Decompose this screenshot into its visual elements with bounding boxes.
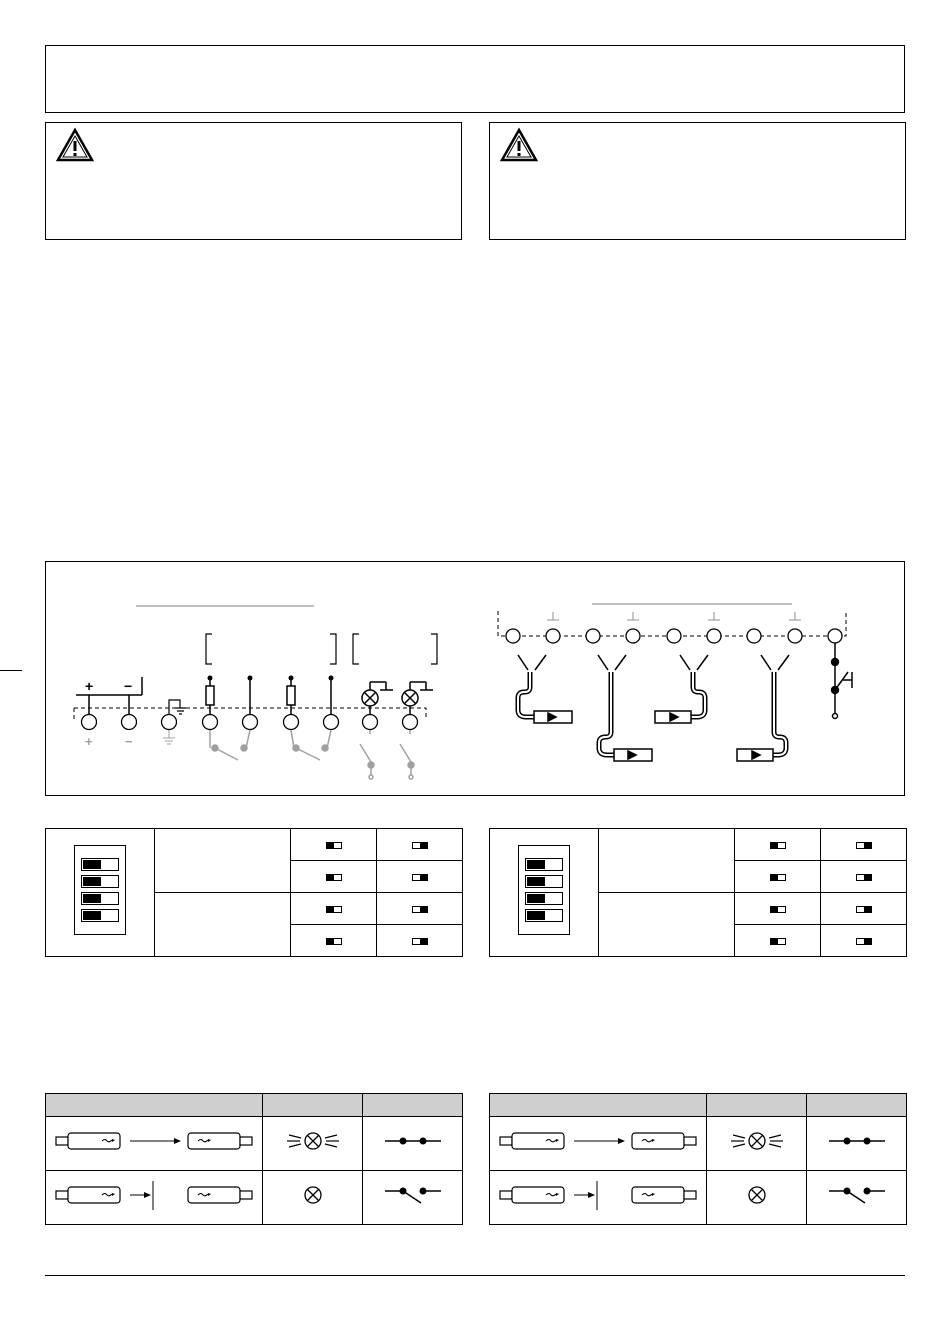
dip-setting-cell (377, 893, 463, 925)
dip-setting-cell (291, 893, 377, 925)
dip-switch-2[interactable] (81, 875, 119, 888)
dip-function-cell-2 (155, 893, 291, 957)
dip-setting-cell (735, 925, 821, 957)
dip-switch-3[interactable] (81, 892, 119, 905)
function-header-3 (363, 1094, 463, 1117)
dip-position-icon (770, 842, 786, 849)
switch-icon (360, 730, 374, 779)
dip-switch-2[interactable] (525, 875, 563, 888)
dip-setting-cell (821, 893, 907, 925)
warning-box-right (489, 122, 906, 240)
dip-position-icon (770, 938, 786, 945)
dip-position-icon (412, 938, 428, 945)
function-table-left (45, 1093, 463, 1225)
warning-triangle-icon (500, 128, 538, 162)
dip-position-icon (326, 906, 342, 913)
dip-setting-cell (821, 861, 907, 893)
dip-position-icon (412, 874, 428, 881)
dip-switch-4[interactable] (525, 909, 563, 922)
dip-setting-cell (291, 861, 377, 893)
lamp-icon (402, 682, 433, 714)
dip-switch-block (490, 829, 599, 957)
function-header-1 (46, 1094, 263, 1117)
contact-closed-icon (827, 1133, 887, 1149)
dip-setting-cell (821, 829, 907, 861)
lamp-off-cell (263, 1171, 363, 1225)
sensor-cable-icon (655, 655, 708, 723)
lamp-on-icon (727, 1129, 787, 1153)
sensor-cable-icon (737, 655, 789, 761)
supply-minus-label: − (124, 678, 133, 694)
lamp-off-icon (745, 1183, 769, 1207)
supply-plus-lower-label: + (85, 734, 93, 749)
dip-position-icon (856, 874, 872, 881)
beam-interrupted-icon (54, 1179, 254, 1211)
terminal-row-left (82, 715, 418, 730)
ground-icon (169, 700, 186, 714)
push-button-icon (832, 643, 853, 719)
dip-function-cell-2 (599, 893, 735, 957)
switch-icon (400, 730, 414, 779)
dip-setting-cell (735, 861, 821, 893)
dip-position-icon (412, 906, 428, 913)
dip-position-icon (412, 842, 428, 849)
warning-triangle-icon (56, 128, 94, 162)
beam-interrupted-cell (490, 1171, 707, 1225)
dip-switch-block (46, 829, 155, 957)
contact-open-cell (363, 1171, 463, 1225)
dip-position-icon (326, 938, 342, 945)
lamp-on-cell (707, 1117, 807, 1171)
dip-setting-cell (291, 925, 377, 957)
lamp-icon (362, 682, 393, 714)
sensor-cable-icon (518, 655, 572, 723)
dip-switch-3[interactable] (525, 892, 563, 905)
dip-setting-cell (377, 925, 463, 957)
beam-clear-icon (498, 1130, 698, 1152)
header-box (45, 45, 905, 113)
function-header-1 (490, 1094, 707, 1117)
dip-function-cell-1 (599, 829, 735, 893)
function-header-3 (807, 1094, 907, 1117)
dip-switch-1[interactable] (81, 858, 119, 871)
dip-position-icon (770, 874, 786, 881)
contact-closed-cell (807, 1117, 907, 1171)
footer-rule (45, 1275, 905, 1276)
wiring-diagram (46, 562, 906, 797)
margin-tick (0, 670, 22, 671)
beam-clear-cell (490, 1117, 707, 1171)
dip-setting-cell (291, 829, 377, 861)
ground-icon (163, 728, 175, 744)
beam-clear-cell (46, 1117, 263, 1171)
dip-position-icon (326, 842, 342, 849)
function-table-right (489, 1093, 907, 1225)
dip-position-icon (856, 906, 872, 913)
switch-icon (210, 730, 250, 760)
dip-setting-cell (377, 829, 463, 861)
beam-clear-icon (54, 1130, 254, 1152)
supply-plus-label: + (85, 678, 94, 694)
dip-position-icon (856, 842, 872, 849)
function-header-2 (707, 1094, 807, 1117)
dip-setting-cell (735, 829, 821, 861)
ground-icon (547, 612, 801, 620)
dip-position-icon (770, 906, 786, 913)
dip-table-right (489, 828, 907, 957)
contact-closed-cell (363, 1117, 463, 1171)
lamp-on-icon (283, 1129, 343, 1153)
function-header-2 (263, 1094, 363, 1117)
dip-setting-cell (377, 861, 463, 893)
beam-interrupted-icon (498, 1179, 698, 1211)
warning-box-left (45, 122, 462, 240)
dip-setting-cell (735, 893, 821, 925)
switch-icon (291, 730, 331, 760)
lamp-off-icon (301, 1183, 325, 1207)
dip-function-cell-1 (155, 829, 291, 893)
dip-setting-cell (821, 925, 907, 957)
beam-interrupted-cell (46, 1171, 263, 1225)
contact-open-icon (383, 1184, 443, 1206)
dip-position-icon (326, 874, 342, 881)
supply-minus-lower-label: − (125, 734, 133, 749)
lamp-on-cell (263, 1117, 363, 1171)
contact-open-cell (807, 1171, 907, 1225)
lamp-off-cell (707, 1171, 807, 1225)
terminal-row-right (506, 629, 842, 643)
dip-switch-1[interactable] (525, 858, 563, 871)
dip-switch-4[interactable] (81, 909, 119, 922)
wiring-diagram-box (45, 561, 905, 796)
sensor-cable-icon (598, 655, 652, 761)
dip-table-left (45, 828, 463, 957)
contact-open-icon (827, 1184, 887, 1206)
contact-closed-icon (383, 1133, 443, 1149)
dip-position-icon (856, 938, 872, 945)
